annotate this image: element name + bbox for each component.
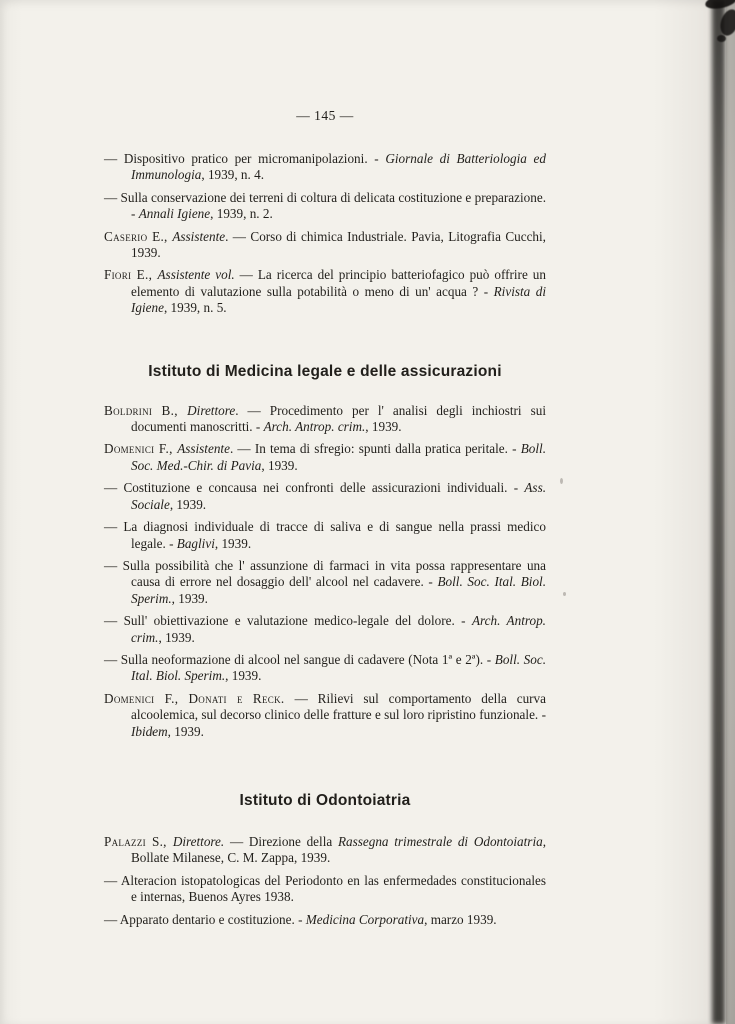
work-title: Annali Igiene (138, 206, 211, 222)
bibliography-entry (104, 441, 546, 474)
scan-page-edge (726, 0, 735, 1024)
entry-text: — Rilievi sul comportamento della curva alcoolemica, sul decorso clinico delle fratture e sul loro ripristino funzionale. - (131, 690, 546, 723)
entry-text: — Costituzione e concausa nei confronti delle assicurazioni individuali. - (104, 480, 525, 496)
bibliography-list-odontoiatria (104, 834, 546, 928)
author-name: Palazzi S., (104, 833, 173, 849)
scan-speck (560, 478, 563, 484)
work-title: Rassegna trimestrale di Odontoiatria (337, 833, 543, 849)
bibliography-entry (104, 190, 546, 223)
entry-text: , 1939. (214, 535, 252, 551)
entry-text: . — In tema di sfregio: spunti dalla pratica peritale. - (229, 441, 521, 457)
author-name: Fiori E., (104, 267, 158, 283)
bibliography-list-general (104, 151, 546, 317)
work-title: Arch. Antrop. crim. (131, 613, 546, 645)
work-title: Ass. Sociale (131, 480, 546, 512)
bibliography-entry (104, 480, 546, 513)
work-title: Boll. Soc. Med.-Chir. di Pavia (131, 441, 546, 473)
bibliography-entry (104, 558, 546, 607)
bibliography-entry (104, 403, 546, 436)
entry-text: — Sulla possibilità che l' assunzione di farmaci in vita possa rappresentare una causa di errore nel dosaggio dell' alcool nel cadavere. - (104, 557, 546, 590)
entry-text: , Bollate Milanese, C. M. Zappa, 1939. (131, 833, 546, 866)
scan-speck (150, 729, 153, 735)
work-title: Giornale di Batteriologia ed Immunologia (131, 151, 546, 183)
entry-text: — Dispositivo pratico per micromanipolazioni. - (104, 151, 386, 166)
work-title: Assistente vol. (157, 267, 235, 283)
entry-text: , 1939. (225, 668, 262, 684)
entry-text: , 1939. (261, 457, 298, 473)
ink-smudge (717, 35, 726, 42)
work-title: Assistente (172, 228, 226, 244)
entry-text: . — Procedimento per l' analisi degli inchiostri sui documenti manoscritti. - (131, 402, 546, 435)
section-heading-medicina-legale: Istituto di Medicina legale e delle assicurazioni (148, 362, 502, 380)
work-title: Ibidem (131, 723, 168, 739)
entry-text: , 1939, n. 4. (201, 167, 264, 183)
bibliography-entry (104, 834, 546, 867)
author-name: Caserio E., (104, 228, 173, 244)
bibliography-entry (104, 652, 546, 685)
work-title: Arch. Antrop. crim. (263, 419, 366, 435)
entry-text: — La ricerca del principio batteriofagico può offrire un elemento di valutazione sulla potabilità o meno di un' acqua ? - (131, 267, 546, 299)
bibliography-entry (104, 519, 546, 552)
entry-text: , 1939. (158, 629, 195, 645)
bibliography-entry (104, 873, 546, 906)
entry-text: , 1939. (169, 496, 207, 512)
entry-text: — La diagnosi individuale di tracce di saliva e di sangue nella prassi medico legale. - (104, 519, 546, 551)
page-number: — 145 — (296, 108, 354, 123)
section-heading-odontoiatria: Istituto di Odontoiatria (239, 791, 411, 809)
bibliography-entry (104, 912, 546, 928)
work-title: Boll. Soc. Ital. Biol. Sperim. (131, 651, 546, 684)
entry-text: . — Corso di chimica Industriale. Pavia, Litografia Cucchi, 1939. (131, 228, 546, 261)
bibliography-entry (104, 691, 546, 740)
scan-edge-shadow (712, 0, 725, 1024)
author-name: Domenici F., Donati e Reck. (104, 690, 295, 706)
entry-text: — Sulla conservazione dei terreni di coltura di delicata costituzione e preparazione. - (104, 189, 546, 222)
entry-text: , 1939. (167, 723, 204, 739)
work-title: Assistente (177, 441, 230, 457)
entry-text: — Sull' obiettivazione e valutazione medico-legale del dolore. - (104, 613, 472, 629)
work-title: Baglivi (176, 535, 215, 551)
entry-text: , 1939. (365, 419, 402, 435)
entry-text: — Alteracion istopatologicas del Periodonto en las enfermedades constitucionales e internas, Buenos Ayres 1938. (104, 872, 546, 905)
author-name: Boldrini B., (104, 402, 188, 418)
bibliography-list-medicina-legale (104, 403, 546, 740)
entry-text: — Direzione della (224, 833, 338, 849)
bibliography-entry (104, 151, 546, 184)
scan-speck (563, 592, 566, 596)
entry-text: , marzo 1939. (424, 911, 497, 927)
entry-text: , 1939, n. 5. (163, 300, 227, 316)
work-title: Boll. Soc. Ital. Biol. Sperim. (131, 574, 546, 606)
author-name: Domenici F., (104, 441, 178, 457)
bibliography-entry (104, 229, 546, 262)
entry-text: , 1939. (171, 590, 208, 606)
work-title: Direttore. (172, 833, 225, 849)
work-title: Rivista di Igiene (131, 283, 546, 316)
bibliography-entry (104, 267, 546, 316)
entry-text: — Sulla neoformazione di alcool nel sangue di cadavere (Nota 1ª e 2ª). - (104, 651, 495, 667)
work-title: Medicina Corporativa (305, 911, 425, 927)
entry-text: — Apparato dentario e costituzione. - (104, 911, 306, 927)
page-content (104, 108, 546, 934)
entry-text: , 1939, n. 2. (210, 206, 273, 222)
work-title: Direttore (187, 402, 236, 418)
bibliography-entry (104, 613, 546, 646)
